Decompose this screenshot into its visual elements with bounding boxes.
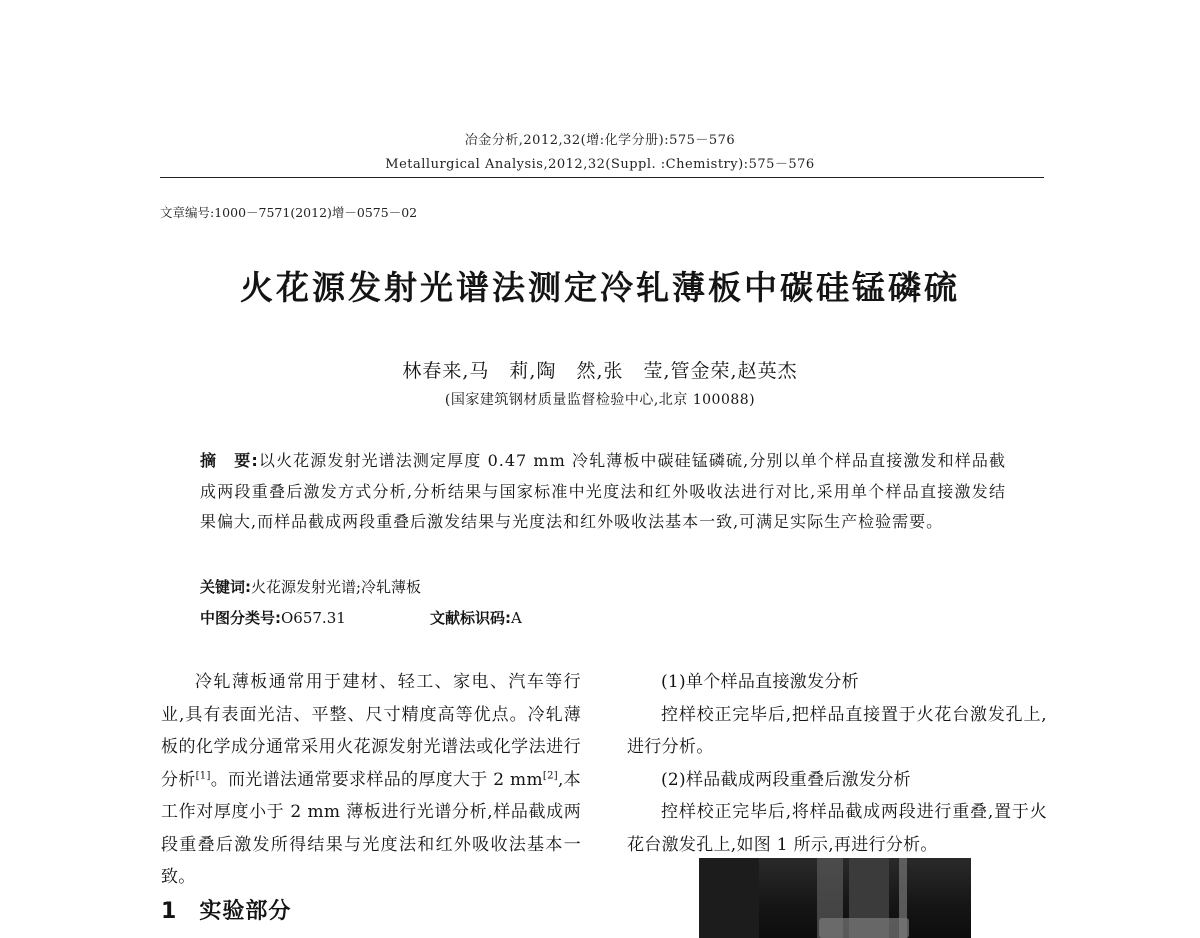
method-heading-1: (1)单个样品直接激发分析 <box>661 672 859 692</box>
right-column <box>627 666 1047 861</box>
doc-code-value: A <box>511 609 522 627</box>
header-rule <box>160 177 1044 178</box>
article-number: 文章编号:1000－7571(2012)增－0575－02 <box>160 205 418 220</box>
citation-2: [2] <box>542 769 558 781</box>
journal-citation-en: Metallurgical Analysis,2012,32(Suppl. :Chemistry):575－576 <box>385 157 815 172</box>
method-paragraph-1: 控样校正完毕后,把样品直接置于火花台激发孔上,进行分析。 <box>627 704 1047 757</box>
keywords <box>200 576 421 597</box>
figure-1-photo <box>699 858 971 938</box>
left-column <box>161 666 581 894</box>
clc-label: 中图分类号: <box>200 609 281 627</box>
keywords-label: 关键词: <box>200 578 251 596</box>
abstract <box>200 446 1006 538</box>
document-code <box>430 607 522 628</box>
paper-title: 火花源发射光谱法测定冷轧薄板中碳硅锰磷硫 <box>240 268 960 307</box>
abstract-label: 摘 要: <box>200 451 259 470</box>
method-paragraph-2: 控样校正完毕后,将样品截成两段进行重叠,置于火花台激发孔上,如图 1 所示,再进行分析。 <box>627 802 1047 855</box>
intro-text-1: 冷轧薄板通常用于建材、轻工、家电、汽车等行业,具有表面光洁、平整、尺寸精度高等优点。冷轧薄板的化学成分通常采用火花源发射光谱法或化学法进行分析 <box>161 672 581 790</box>
abstract-text: 以火花源发射光谱法测定厚度 0.47 mm 冷轧薄板中碳硅锰磷硫,分别以单个样品直接激发和样品截成两段重叠后激发方式分析,分析结果与国家标准中光度法和红外吸收法进行对比,采用单个样品直接激发结果偏大,而样品截成两段重叠后激发结果与光度法和红外吸收法基本一致,可满足实际生产检验需要。 <box>200 451 1006 531</box>
intro-text-3: ,本工作对厚度小于 2 mm 薄板进行光谱分析,样品截成两段重叠后激发所得结果与光度法和红外吸收法基本一致。 <box>161 769 581 887</box>
intro-text-2: 。而光谱法通常要求样品的厚度大于 2 mm <box>210 769 543 790</box>
section-title: 实验部分 <box>199 899 292 924</box>
journal-citation-cn: 冶金分析,2012,32(增:化学分册):575－576 <box>464 133 736 148</box>
doc-code-label: 文献标识码: <box>430 609 511 627</box>
intro-paragraph <box>161 666 581 894</box>
author-list: 林春来,马 莉,陶 然,张 莹,管金荣,赵英杰 <box>402 360 798 382</box>
method-heading-2: (2)样品截成两段重叠后激发分析 <box>661 769 911 790</box>
section-number: 1 <box>161 899 178 924</box>
citation-1: [1] <box>195 769 211 781</box>
keywords-text: 火花源发射光谱;冷轧薄板 <box>251 578 422 596</box>
affiliation: (国家建筑钢材质量监督检验中心,北京 100088) <box>444 392 756 408</box>
clc-number <box>200 607 346 628</box>
clc-value: O657.31 <box>281 609 346 627</box>
section-heading <box>161 894 291 925</box>
